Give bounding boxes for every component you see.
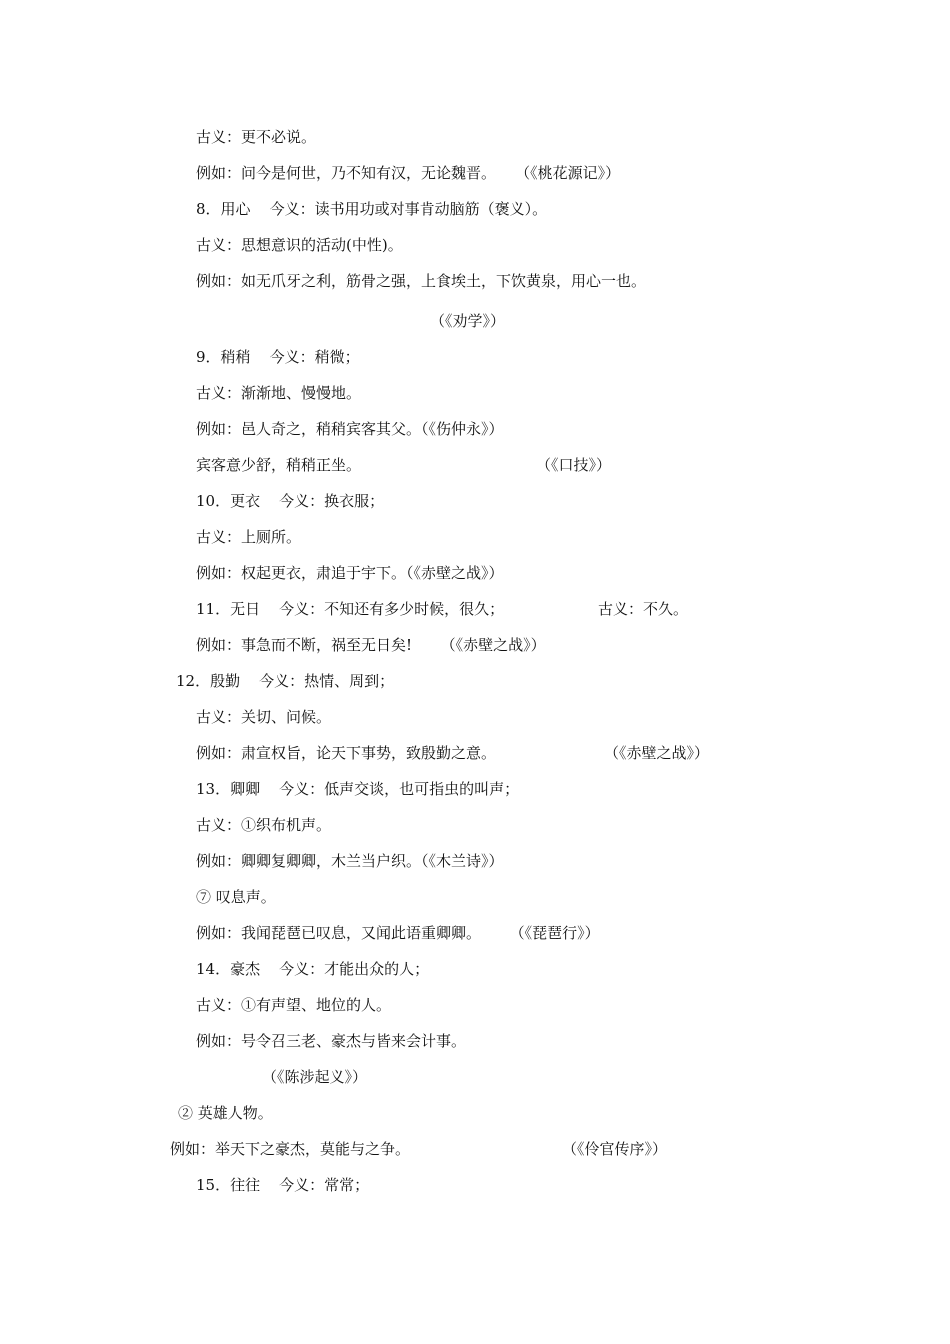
text-line: 古义：渐渐地、慢慢地。 (196, 384, 362, 402)
text-line: 10．更衣 今义：换衣服； (196, 492, 385, 510)
text-line: 15．往往 今义：常常； (196, 1176, 370, 1194)
text-line: 古义：不久。 (598, 600, 689, 618)
text-line: 12．殷勤 今义：热情、周到； (176, 672, 395, 690)
text-line: 14．豪杰 今义：才能出众的人； (196, 960, 430, 978)
text-line: 例如：号令召三老、豪杰与皆来会计事。 (196, 1032, 467, 1050)
text-line: （《赤壁之战》） (604, 744, 710, 762)
text-line: 宾客意少舒，稍稍正坐。 (196, 456, 362, 474)
text-line: ② 英雄人物。 (178, 1104, 273, 1122)
text-line: 9．稍稍 今义：稍微； (196, 348, 360, 366)
text-line: 例如：举天下之豪杰，莫能与之争。 (170, 1140, 411, 1158)
text-line: 8．用心 今义：读书用功或对事肯动脑筋（褒义）。 (196, 200, 548, 218)
text-line: 例如：事急而不断，祸至无日矣! （《赤壁之战》） (196, 636, 546, 654)
text-line: 例如：肃宣权旨，论天下事势，致殷勤之意。 (196, 744, 497, 762)
text-line: 古义：思想意识的活动(中性)。 (196, 236, 403, 254)
text-line: 例如：卿卿复卿卿，木兰当户织。（《木兰诗》） (196, 852, 504, 870)
text-line: （《陈涉起义》） (262, 1068, 368, 1086)
text-line: 例如：权起更衣，肃追于宇下。（《赤壁之战》） (196, 564, 504, 582)
text-line: （《劝学》） (430, 312, 506, 330)
text-line: 例如：邑人奇之，稍稍宾客其父。（《伤仲永》） (196, 420, 504, 438)
text-line: 古义：关切、问候。 (196, 708, 332, 726)
text-line: 古义：①织布机声。 (196, 816, 332, 834)
text-line: （《口技》） (536, 456, 612, 474)
text-line: 古义：上厕所。 (196, 528, 302, 546)
text-line: 古义：更不必说。 (196, 128, 317, 146)
text-line: 13．卿卿 今义：低声交谈，也可指虫的叫声； (196, 780, 520, 798)
text-line: 古义：①有声望、地位的人。 (196, 996, 392, 1014)
text-line: （《伶官传序》） (562, 1140, 668, 1158)
text-line: 11．无日 今义：不知还有多少时候，很久； (196, 600, 505, 618)
text-line: 例如：我闻琵琶已叹息，又闻此语重卿卿。 （《琵琶行》） (196, 924, 600, 942)
text-line: 例如：问今是何世，乃不知有汉，无论魏晋。 （《桃花源记》） (196, 164, 621, 182)
text-line: 例如：如无爪牙之利，筋骨之强，上食埃土，下饮黄泉，用心一也。 (196, 272, 647, 290)
text-line: ⑦ 叹息声。 (196, 888, 276, 906)
